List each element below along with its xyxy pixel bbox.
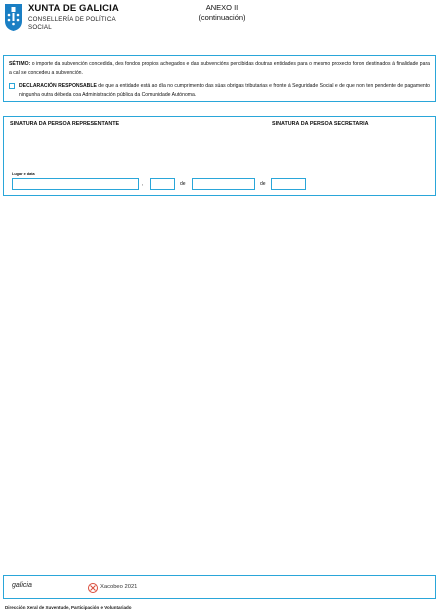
annex-subtitle: (continuación) bbox=[198, 13, 246, 22]
xacobeo-icon bbox=[88, 583, 98, 593]
brand-title: XUNTA DE GALICIA bbox=[28, 3, 119, 14]
galicia-logo: galicia bbox=[12, 582, 32, 589]
declaration-label: DECLARACIÓN RESPONSABLE bbox=[19, 83, 97, 89]
comma-separator: , bbox=[142, 181, 144, 187]
day-field[interactable] bbox=[150, 178, 175, 190]
department-line-2: SOCIAL bbox=[28, 24, 52, 31]
de-separator-1: de bbox=[180, 181, 186, 187]
place-date-label: Lugar e data bbox=[12, 172, 35, 176]
galicia-crest-icon bbox=[4, 3, 23, 32]
declaration-text: de que a entidade está ao día no cumprimento das súas obrigas tributarias e fronte á Seguridade Social e de que non ten pendente de pagamento ningunha outra débeda coa Administración pública da Comunidade Autónoma. bbox=[19, 83, 430, 98]
footer-logos bbox=[3, 575, 436, 599]
statements-box bbox=[3, 55, 436, 102]
declaration-statement bbox=[19, 82, 430, 100]
setimo-statement bbox=[9, 60, 430, 78]
department-line-1: CONSELLERÍA DE POLÍTICA bbox=[28, 16, 116, 23]
setimo-text: o importe da subvención concedida, des fondos propios achegados e das subvencións percibidas doutras entidades para o mesmo proxecto foron destinados á finalidade para a cal se concedeu a subvención. bbox=[9, 61, 430, 76]
signatures-box bbox=[3, 116, 436, 196]
declaration-checkbox[interactable] bbox=[9, 83, 15, 89]
place-field[interactable] bbox=[12, 178, 139, 190]
de-separator-2: de bbox=[260, 181, 266, 187]
annex-title: ANEXO II bbox=[205, 3, 239, 12]
page-header bbox=[0, 0, 439, 40]
year-field[interactable] bbox=[271, 178, 306, 190]
department-footer: Dirección Xeral de Xuventude, Participación e Voluntariado bbox=[5, 605, 132, 610]
month-field[interactable] bbox=[192, 178, 255, 190]
declaration-row bbox=[9, 82, 430, 100]
setimo-label: SÉTIMO: bbox=[9, 61, 31, 67]
annex-heading bbox=[186, 3, 258, 23]
representative-signature-label: SINATURA DA PERSOA REPRESENTANTE bbox=[10, 121, 120, 127]
secretary-signature-label: SINATURA DA PERSOA SECRETARIA bbox=[272, 121, 369, 127]
xacobeo-label: Xacobeo 2021 bbox=[100, 584, 138, 590]
